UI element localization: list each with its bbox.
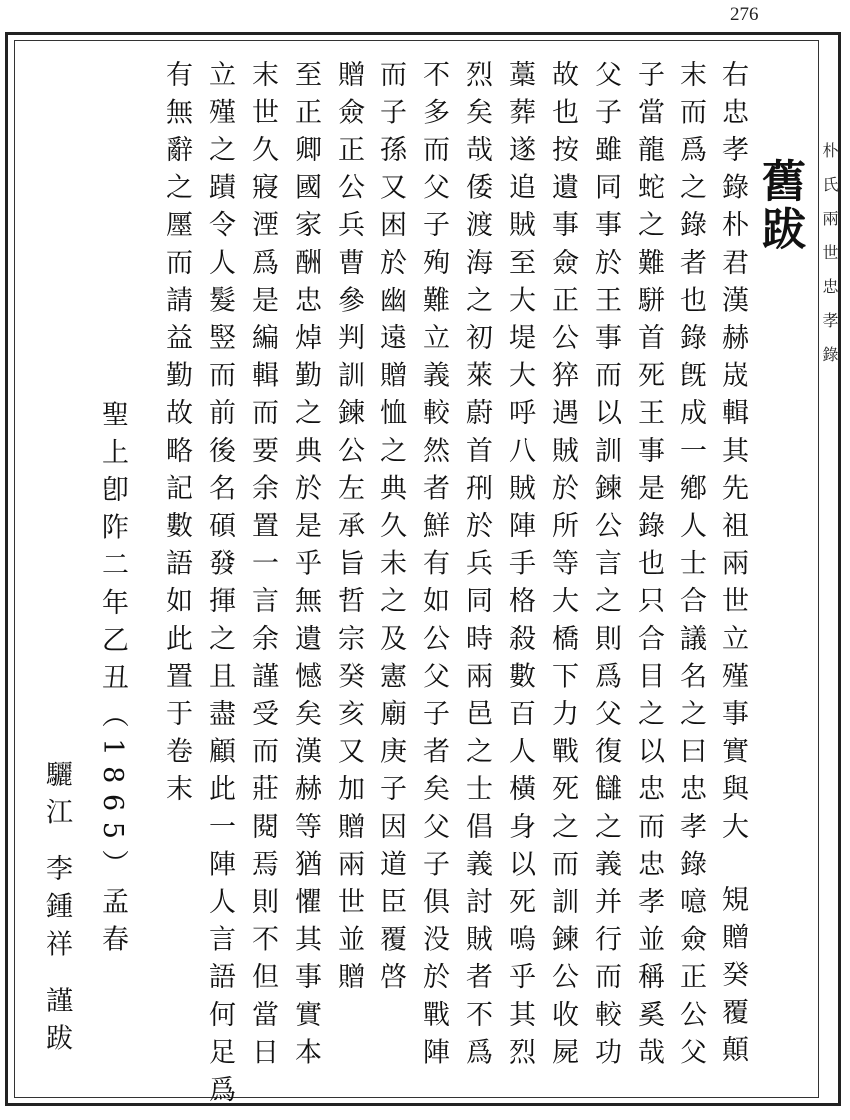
text-column-1: [714, 60, 750, 850]
text-column-3: 子當龍蛇之難駢首死王事是錄也只合目之以忠而忠孝並稱奚哉: [633, 60, 664, 1076]
text-column-14: 有無辭之㕓而請益勤故略記數語如此置于卷末: [161, 60, 192, 812]
column-9-segment-2: 贈恤之典久未之及: [375, 360, 406, 662]
text-column-11: [287, 60, 323, 1075]
text-column-6: 藁葬遂追賊至大堤大呼八賊陣手格殺數百人橫身以死嗚乎其烈: [504, 60, 535, 1076]
text-column-12: 末世久寢湮爲是編輯而要余置一言余謹受而莊閱焉則不但當日: [247, 60, 278, 1076]
column-11-segment-2: 國家酬忠焯勤之典於是乎無遺憾矣漢赫等猶懼其事實本: [290, 172, 321, 1076]
page-number: 276: [730, 4, 759, 25]
column-10-segment-2: 哲宗癸亥又加: [333, 586, 364, 813]
text-column-5: 故也按遺事僉正公猝遇賊於所等大橋下力戰死之而訓鍊公收屍: [547, 60, 578, 1076]
text-column-2: 末而爲之錄者也錄旣成一鄕人士合議名之曰忠孝錄噫僉正公父: [675, 60, 706, 1076]
text-column-10: [330, 60, 366, 1000]
text-column-13: 立殣之蹟令人髮竪而前後名碩發揮之且盡顧此一陣人言語何足爲: [204, 60, 235, 1113]
column-10-segment-1: 贈僉正公兵曹參判訓鍊公左承旨: [333, 60, 364, 587]
text-column-1-end: [714, 885, 750, 1073]
author-signature: 驪江 李鍾祥 謹跋: [41, 760, 72, 1062]
text-column-7: 烈矣哉倭渡海之初萊蔚首𠛬於兵同時兩邑之士倡義討賊者不爲: [461, 60, 492, 1076]
section-heading: 舊跋: [754, 158, 805, 254]
column-10-segment-4: 贈: [333, 962, 364, 1001]
book-side-title: 朴氏兩世忠孝錄: [820, 142, 839, 380]
column-9-segment-1: 而子孫又困於幽遠: [375, 60, 406, 361]
date-line: 聖上卽阼二年乙丑（1865）孟春: [97, 400, 128, 963]
text-column-4: 父子雖同事於王事而以訓鍊公言之則爲父復讎之義并行而較功: [590, 60, 621, 1076]
column-10-segment-3: 贈兩世並: [333, 812, 364, 963]
column-1-ending: 䂓贈癸覆顛: [717, 885, 748, 1073]
column-9-segment-3: 憲廟庚子因道臣覆啓: [375, 661, 406, 1001]
text-column-9: [372, 60, 408, 1000]
text-column-8: 不多而父子殉難立義較然者鮮有如公父子者矣父子俱没於戰陣: [418, 60, 449, 1076]
column-1-main: 右忠孝錄朴君漢赫𡷫輯其先祖兩世立殣事實與大: [717, 60, 748, 850]
column-11-segment-1: 至正卿: [290, 60, 321, 173]
